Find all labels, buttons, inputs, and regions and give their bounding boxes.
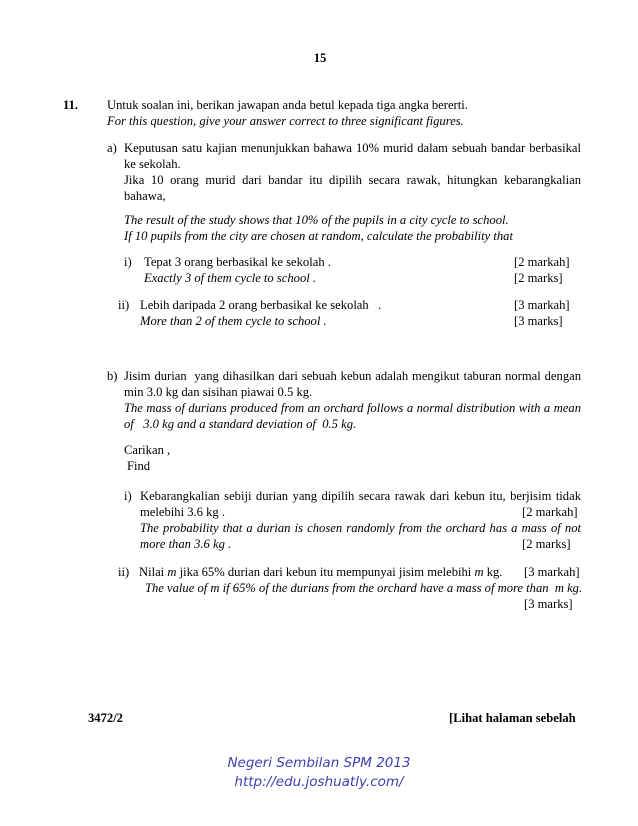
part-b-i-malay-line1: Kebarangkalian sebiji durian yang dipilih secara rawak dari kebun itu, berjisim tidak bbox=[140, 489, 581, 503]
part-a-ii-label: ii) bbox=[118, 298, 130, 312]
part-a-malay-line1: Keputusan satu kajian menunjukkan bahawa 10% murid dalam sebuah bandar berbasikal bbox=[124, 141, 581, 155]
watermark-url[interactable]: http://edu.joshuatly.com/ bbox=[234, 774, 404, 790]
part-b-ii-malay-mid: jika 65% durian dari kebun itu mempunyai jisim melebihi bbox=[176, 565, 475, 579]
part-a-malay-line3: Jika 10 orang murid dari bandar itu dipilih secara rawak, hitungkan kebarangkalian bbox=[124, 173, 581, 187]
part-a-english-line1: The result of the study shows that 10% of the pupils in a city cycle to school. bbox=[124, 213, 509, 227]
part-b-ii-english: The value of m if 65% of the durians from the orchard have a mass of more than m kg. bbox=[145, 581, 583, 595]
variable-m-2: m bbox=[474, 565, 484, 579]
part-a-english-line2: If 10 pupils from the city are chosen at random, calculate the probability that bbox=[124, 229, 513, 243]
part-a-i-label: i) bbox=[124, 255, 132, 269]
find-malay: Carikan , bbox=[124, 443, 171, 457]
part-b-i-english-line2: more than 3.6 kg . bbox=[140, 537, 232, 551]
part-a-ii-marks-english: [3 marks] bbox=[514, 314, 563, 328]
instruction-english: For this question, give your answer correct to three significant figures. bbox=[107, 114, 464, 128]
part-b-ii-malay bbox=[139, 565, 502, 580]
part-a-ii-english: More than 2 of them cycle to school . bbox=[140, 314, 327, 328]
part-b-ii-malay-pre: Nilai bbox=[139, 565, 168, 579]
part-b-english-line2: of 3.0 kg and a standard deviation of 0.5 kg. bbox=[124, 417, 357, 431]
part-b-ii-malay-post: kg. bbox=[483, 565, 503, 579]
turn-over-note: [Lihat halaman sebelah bbox=[449, 711, 576, 725]
part-a-i-malay: Tepat 3 orang berbasikal ke sekolah . bbox=[144, 255, 331, 269]
variable-m: m bbox=[167, 565, 177, 579]
question-number: 11. bbox=[63, 98, 79, 112]
watermark-title: Negeri Sembilan SPM 2013 bbox=[227, 755, 411, 771]
find-english: Find bbox=[127, 459, 151, 473]
part-a-malay-line4: bahawa, bbox=[124, 189, 166, 203]
part-a-ii-malay: Lebih daripada 2 orang berbasikal ke sekolah . bbox=[140, 298, 382, 312]
part-a-ii-marks-malay: [3 markah] bbox=[514, 298, 570, 312]
part-a-malay-line2: ke sekolah. bbox=[124, 157, 181, 171]
part-b-ii-marks-english: [3 marks] bbox=[524, 597, 573, 611]
part-b-ii-label: ii) bbox=[118, 565, 130, 579]
part-a-label: a) bbox=[107, 141, 117, 155]
part-b-english-line1: The mass of durians produced from an orchard follows a normal distribution with a mean bbox=[124, 401, 581, 415]
part-b-ii-marks-malay: [3 markah] bbox=[524, 565, 580, 579]
part-b-i-marks-malay: [2 markah] bbox=[522, 505, 578, 519]
part-a-i-marks-malay: [2 markah] bbox=[514, 255, 570, 269]
part-a-i-english: Exactly 3 of them cycle to school . bbox=[144, 271, 317, 285]
part-a-i-marks-english bbox=[514, 271, 563, 286]
marks-bracket: [2 marks] bbox=[514, 271, 563, 285]
part-b-i-label: i) bbox=[124, 489, 132, 503]
page-number: 15 bbox=[313, 51, 327, 65]
part-b-i-english-line1: The probability that a durian is chosen randomly from the orchard has a mass of not bbox=[140, 521, 581, 535]
instruction-malay: Untuk soalan ini, berikan jawapan anda betul kepada tiga angka bererti. bbox=[107, 98, 468, 112]
part-b-malay-line1: Jisim durian yang dihasilkan dari sebuah kebun adalah mengikut taburan normal dengan bbox=[124, 369, 581, 383]
part-b-i-marks-english: [2 marks] bbox=[522, 537, 571, 551]
part-b-malay-line2: min 3.0 kg dan sisihan piawai 0.5 kg. bbox=[124, 385, 313, 399]
part-b-label: b) bbox=[107, 369, 118, 383]
part-b-i-malay-line2: melebihi 3.6 kg . bbox=[140, 505, 225, 519]
paper-code: 3472/2 bbox=[88, 711, 123, 725]
